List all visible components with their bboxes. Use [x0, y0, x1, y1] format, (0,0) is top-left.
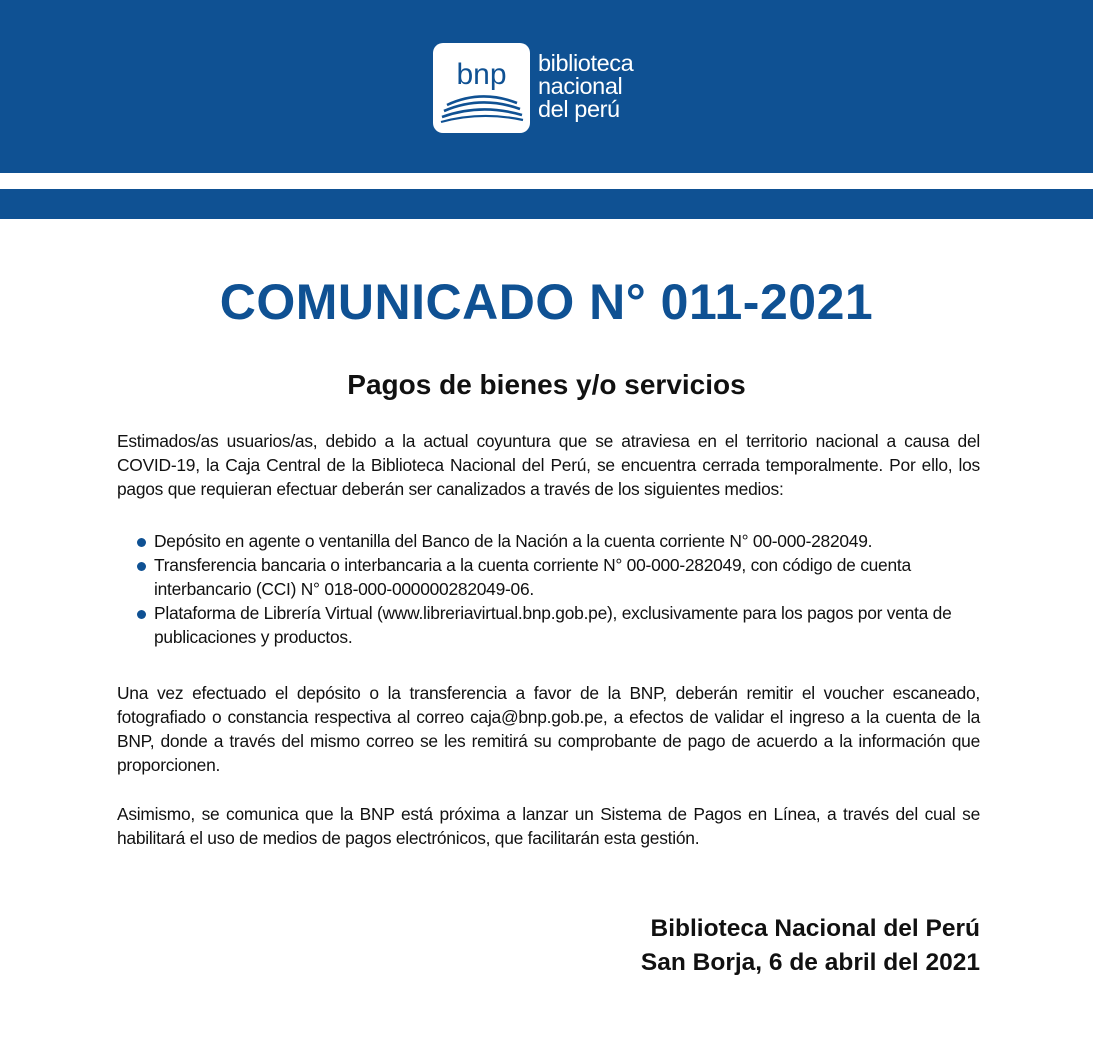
online-payments-paragraph: Asimismo, se comunica que la BNP está próxima a lanzar un Sistema de Pagos en Línea, a través del cual se habilitará el uso de medios de pagos electrónicos, que facilitarán esta gestión.: [117, 804, 980, 848]
voucher-paragraph: Una vez efectuado el depósito o la transferencia a favor de la BNP, deberán remitir el voucher escaneado, fotografiado o constancia respectiva al correo caja@bnp.gob.pe, a efectos de validar el ingreso a la cuenta de la BNP, donde a través del mismo correo se les remitirá su comprobante de pago de acuerdo a la información que proporcionen.: [117, 683, 980, 775]
list-item: [135, 553, 980, 601]
payment-methods-list: [135, 529, 980, 649]
logo-line: del perú: [538, 96, 620, 122]
bnp-book-icon: [433, 43, 530, 133]
header-stripe: [0, 189, 1093, 219]
page-title: COMUNICADO N° 011-2021: [219, 274, 874, 330]
logo-line: nacional: [538, 73, 623, 99]
logo-wordmark: [538, 52, 633, 121]
signature-institution: Biblioteca Nacional del Perú: [650, 915, 980, 942]
bullet-icon: [137, 562, 146, 571]
list-item-text: Plataforma de Librería Virtual (www.libreriavirtual.bnp.gob.pe), exclusivamente para los pagos por venta de publicaciones y productos.: [154, 603, 952, 647]
list-item-text: Depósito en agente o ventanilla del Banco de la Nación a la cuenta corriente N° 00-000-282049.: [154, 531, 873, 551]
bullet-icon: [137, 538, 146, 547]
list-item: [135, 601, 980, 649]
signature-block: [400, 912, 980, 980]
signature-date: San Borja, 6 de abril del 2021: [640, 949, 980, 976]
bnp-logo: [433, 43, 633, 133]
logo-badge: [433, 43, 530, 133]
logo-line: biblioteca: [538, 50, 634, 76]
logo-abbr: bnp: [456, 58, 507, 91]
page-subtitle: Pagos de bienes y/o servicios: [347, 369, 746, 400]
bullet-icon: [137, 610, 146, 619]
intro-paragraph: Estimados/as usuarios/as, debido a la actual coyuntura que se atraviesa en el territorio nacional a causa del COVID-19, la Caja Central de la Biblioteca Nacional del Perú, se encuentra cerrada temporalmente. Por ello, los pagos que requieran efectuar deberán ser canalizados a través de los siguientes medios:: [117, 431, 980, 499]
list-item-text: Transferencia bancaria o interbancaria a la cuenta corriente N° 00-000-282049, con código de cuenta interbancario (CCI) N° 018-000-000000282049-06.: [154, 555, 911, 599]
list-item: [135, 529, 980, 553]
